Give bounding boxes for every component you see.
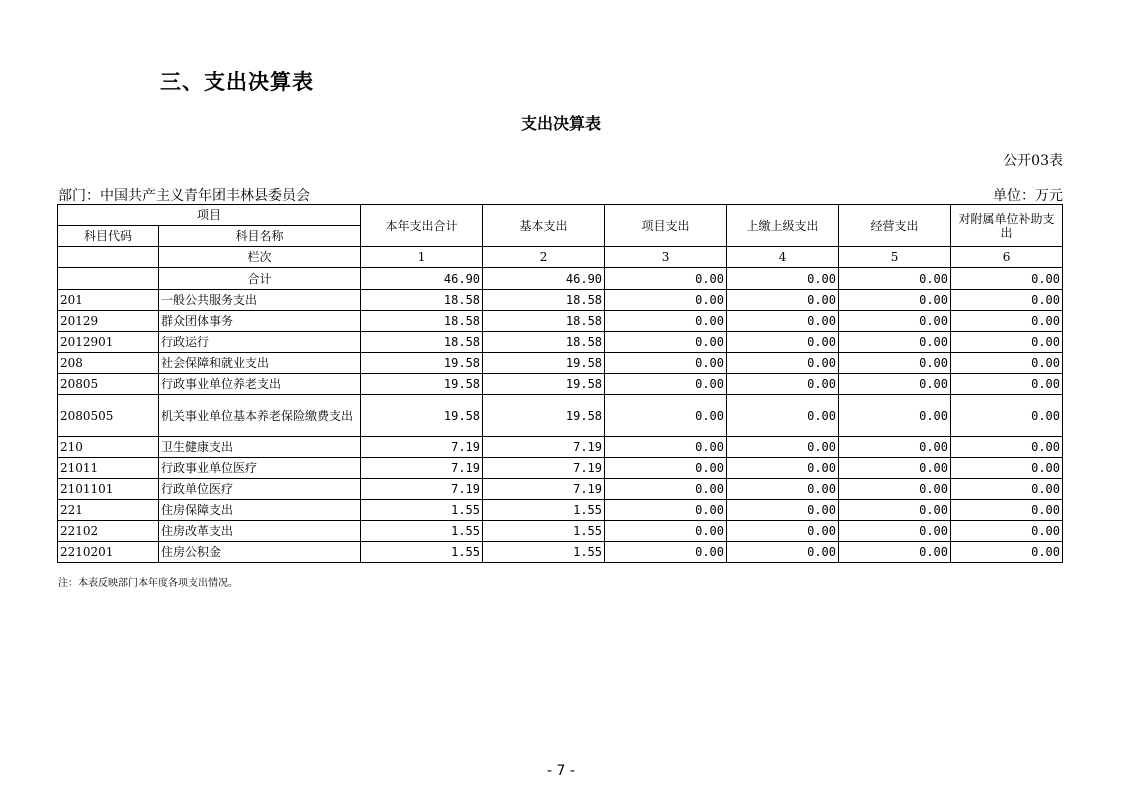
amount-cell: 0.00 — [951, 542, 1063, 563]
amount-cell: 0.00 — [839, 332, 951, 353]
subject-name: 行政事业单位医疗 — [159, 458, 361, 479]
table-row — [58, 437, 1063, 458]
subject-code: 2210201 — [58, 542, 159, 563]
amount-cell: 18.58 — [361, 332, 483, 353]
amount-cell: 0.00 — [839, 500, 951, 521]
table-title: 支出决算表 — [520, 114, 601, 133]
amount-cell: 0.00 — [727, 395, 839, 437]
table-row — [58, 458, 1063, 479]
amount-cell: 0.00 — [605, 521, 727, 542]
table-row — [58, 500, 1063, 521]
amount-cell: 0.00 — [727, 500, 839, 521]
amount-cell: 1.55 — [483, 500, 605, 521]
amount-cell: 0.00 — [605, 311, 727, 332]
column-number: 3 — [605, 247, 727, 268]
amount-cell: 0.00 — [951, 290, 1063, 311]
amount-cell: 0.00 — [727, 458, 839, 479]
amount-cell: 0.00 — [839, 521, 951, 542]
amount-cell: 1.55 — [361, 521, 483, 542]
header-subsidy: 对附属单位补助支出 — [951, 205, 1063, 247]
amount-cell: 0.00 — [605, 542, 727, 563]
amount-cell: 1.55 — [483, 521, 605, 542]
table-row — [58, 290, 1063, 311]
column-number: 2 — [483, 247, 605, 268]
amount-cell: 0.00 — [951, 521, 1063, 542]
subject-name: 住房保障支出 — [159, 500, 361, 521]
page-number: - 7 - — [547, 763, 575, 779]
amount-cell: 19.58 — [361, 353, 483, 374]
amount-cell: 7.19 — [361, 479, 483, 500]
amount-cell: 1.55 — [483, 542, 605, 563]
subject-code: 20805 — [58, 374, 159, 395]
header-total: 本年支出合计 — [361, 205, 483, 247]
total-value: 0.00 — [951, 268, 1063, 290]
subject-code: 201 — [58, 290, 159, 311]
amount-cell: 0.00 — [951, 353, 1063, 374]
amount-cell: 0.00 — [951, 458, 1063, 479]
amount-cell: 0.00 — [605, 500, 727, 521]
total-value: 0.00 — [727, 268, 839, 290]
subject-code: 210 — [58, 437, 159, 458]
amount-cell: 7.19 — [361, 458, 483, 479]
amount-cell: 18.58 — [361, 311, 483, 332]
amount-cell: 19.58 — [361, 395, 483, 437]
unit-label: 单位：万元 — [993, 188, 1063, 204]
amount-cell: 0.00 — [839, 374, 951, 395]
amount-cell: 0.00 — [839, 290, 951, 311]
header-subject-name: 科目名称 — [159, 226, 361, 247]
amount-cell: 7.19 — [483, 437, 605, 458]
index-blank-cell — [58, 247, 159, 268]
subject-name: 社会保障和就业支出 — [159, 353, 361, 374]
amount-cell: 0.00 — [839, 437, 951, 458]
subject-code: 20129 — [58, 311, 159, 332]
document-code: 公开03表 — [1003, 153, 1063, 169]
expenditure-table — [57, 204, 1063, 563]
amount-cell: 0.00 — [605, 479, 727, 500]
amount-cell: 7.19 — [361, 437, 483, 458]
amount-cell: 0.00 — [839, 542, 951, 563]
subject-name: 卫生健康支出 — [159, 437, 361, 458]
amount-cell: 0.00 — [839, 458, 951, 479]
amount-cell: 0.00 — [839, 395, 951, 437]
amount-cell: 0.00 — [605, 332, 727, 353]
amount-cell: 0.00 — [951, 374, 1063, 395]
subject-name: 一般公共服务支出 — [159, 290, 361, 311]
table-row — [58, 479, 1063, 500]
amount-cell: 1.55 — [361, 500, 483, 521]
subject-name: 行政事业单位养老支出 — [159, 374, 361, 395]
column-number: 1 — [361, 247, 483, 268]
subject-code: 22102 — [58, 521, 159, 542]
column-number: 4 — [727, 247, 839, 268]
amount-cell: 19.58 — [483, 374, 605, 395]
subject-code: 21011 — [58, 458, 159, 479]
amount-cell: 18.58 — [483, 290, 605, 311]
header-upper: 上缴上级支出 — [727, 205, 839, 247]
amount-cell: 18.58 — [361, 290, 483, 311]
amount-cell: 0.00 — [727, 290, 839, 311]
header-project: 项目支出 — [605, 205, 727, 247]
table-row — [58, 395, 1063, 437]
table-row — [58, 374, 1063, 395]
header-business: 经营支出 — [839, 205, 951, 247]
header-item: 项目 — [58, 205, 361, 226]
amount-cell: 0.00 — [839, 479, 951, 500]
amount-cell: 0.00 — [727, 311, 839, 332]
amount-cell: 0.00 — [727, 479, 839, 500]
subject-name: 行政单位医疗 — [159, 479, 361, 500]
amount-cell: 0.00 — [727, 374, 839, 395]
amount-cell: 7.19 — [483, 479, 605, 500]
total-value: 46.90 — [361, 268, 483, 290]
amount-cell: 0.00 — [951, 332, 1063, 353]
subject-code: 2080505 — [58, 395, 159, 437]
amount-cell: 18.58 — [483, 311, 605, 332]
amount-cell: 0.00 — [951, 500, 1063, 521]
section-heading: 三、支出决算表 — [160, 70, 314, 94]
row-index-label: 栏次 — [159, 247, 361, 268]
amount-cell: 0.00 — [839, 353, 951, 374]
subject-code: 2012901 — [58, 332, 159, 353]
amount-cell: 1.55 — [361, 542, 483, 563]
amount-cell: 0.00 — [727, 437, 839, 458]
table-row — [58, 311, 1063, 332]
amount-cell: 0.00 — [951, 437, 1063, 458]
subject-name: 群众团体事务 — [159, 311, 361, 332]
amount-cell: 0.00 — [951, 395, 1063, 437]
subject-name: 机关事业单位基本养老保险缴费支出 — [159, 395, 361, 437]
total-value: 46.90 — [483, 268, 605, 290]
amount-cell: 0.00 — [605, 290, 727, 311]
amount-cell: 19.58 — [483, 353, 605, 374]
amount-cell: 0.00 — [951, 479, 1063, 500]
table-row — [58, 332, 1063, 353]
amount-cell: 0.00 — [605, 437, 727, 458]
total-label: 合计 — [159, 268, 361, 290]
subject-name: 住房改革支出 — [159, 521, 361, 542]
table-row — [58, 353, 1063, 374]
amount-cell: 0.00 — [727, 353, 839, 374]
subject-code: 208 — [58, 353, 159, 374]
header-basic: 基本支出 — [483, 205, 605, 247]
table-note: 注：本表反映部门本年度各项支出情况。 — [58, 578, 238, 589]
department-label: 部门：中国共产主义青年团丰林县委员会 — [58, 188, 310, 204]
amount-cell: 0.00 — [605, 395, 727, 437]
subject-code: 2101101 — [58, 479, 159, 500]
subject-name: 行政运行 — [159, 332, 361, 353]
table-row — [58, 542, 1063, 563]
amount-cell: 0.00 — [605, 458, 727, 479]
total-value: 0.00 — [839, 268, 951, 290]
total-blank-cell — [58, 268, 159, 290]
subject-name: 住房公积金 — [159, 542, 361, 563]
amount-cell: 0.00 — [839, 311, 951, 332]
column-number: 5 — [839, 247, 951, 268]
amount-cell: 0.00 — [605, 374, 727, 395]
table-row — [58, 521, 1063, 542]
header-subject-code: 科目代码 — [58, 226, 159, 247]
amount-cell: 19.58 — [361, 374, 483, 395]
amount-cell: 7.19 — [483, 458, 605, 479]
amount-cell: 19.58 — [483, 395, 605, 437]
amount-cell: 18.58 — [483, 332, 605, 353]
amount-cell: 0.00 — [605, 353, 727, 374]
amount-cell: 0.00 — [727, 521, 839, 542]
column-number: 6 — [951, 247, 1063, 268]
amount-cell: 0.00 — [951, 311, 1063, 332]
subject-code: 221 — [58, 500, 159, 521]
amount-cell: 0.00 — [727, 542, 839, 563]
amount-cell: 0.00 — [727, 332, 839, 353]
total-value: 0.00 — [605, 268, 727, 290]
